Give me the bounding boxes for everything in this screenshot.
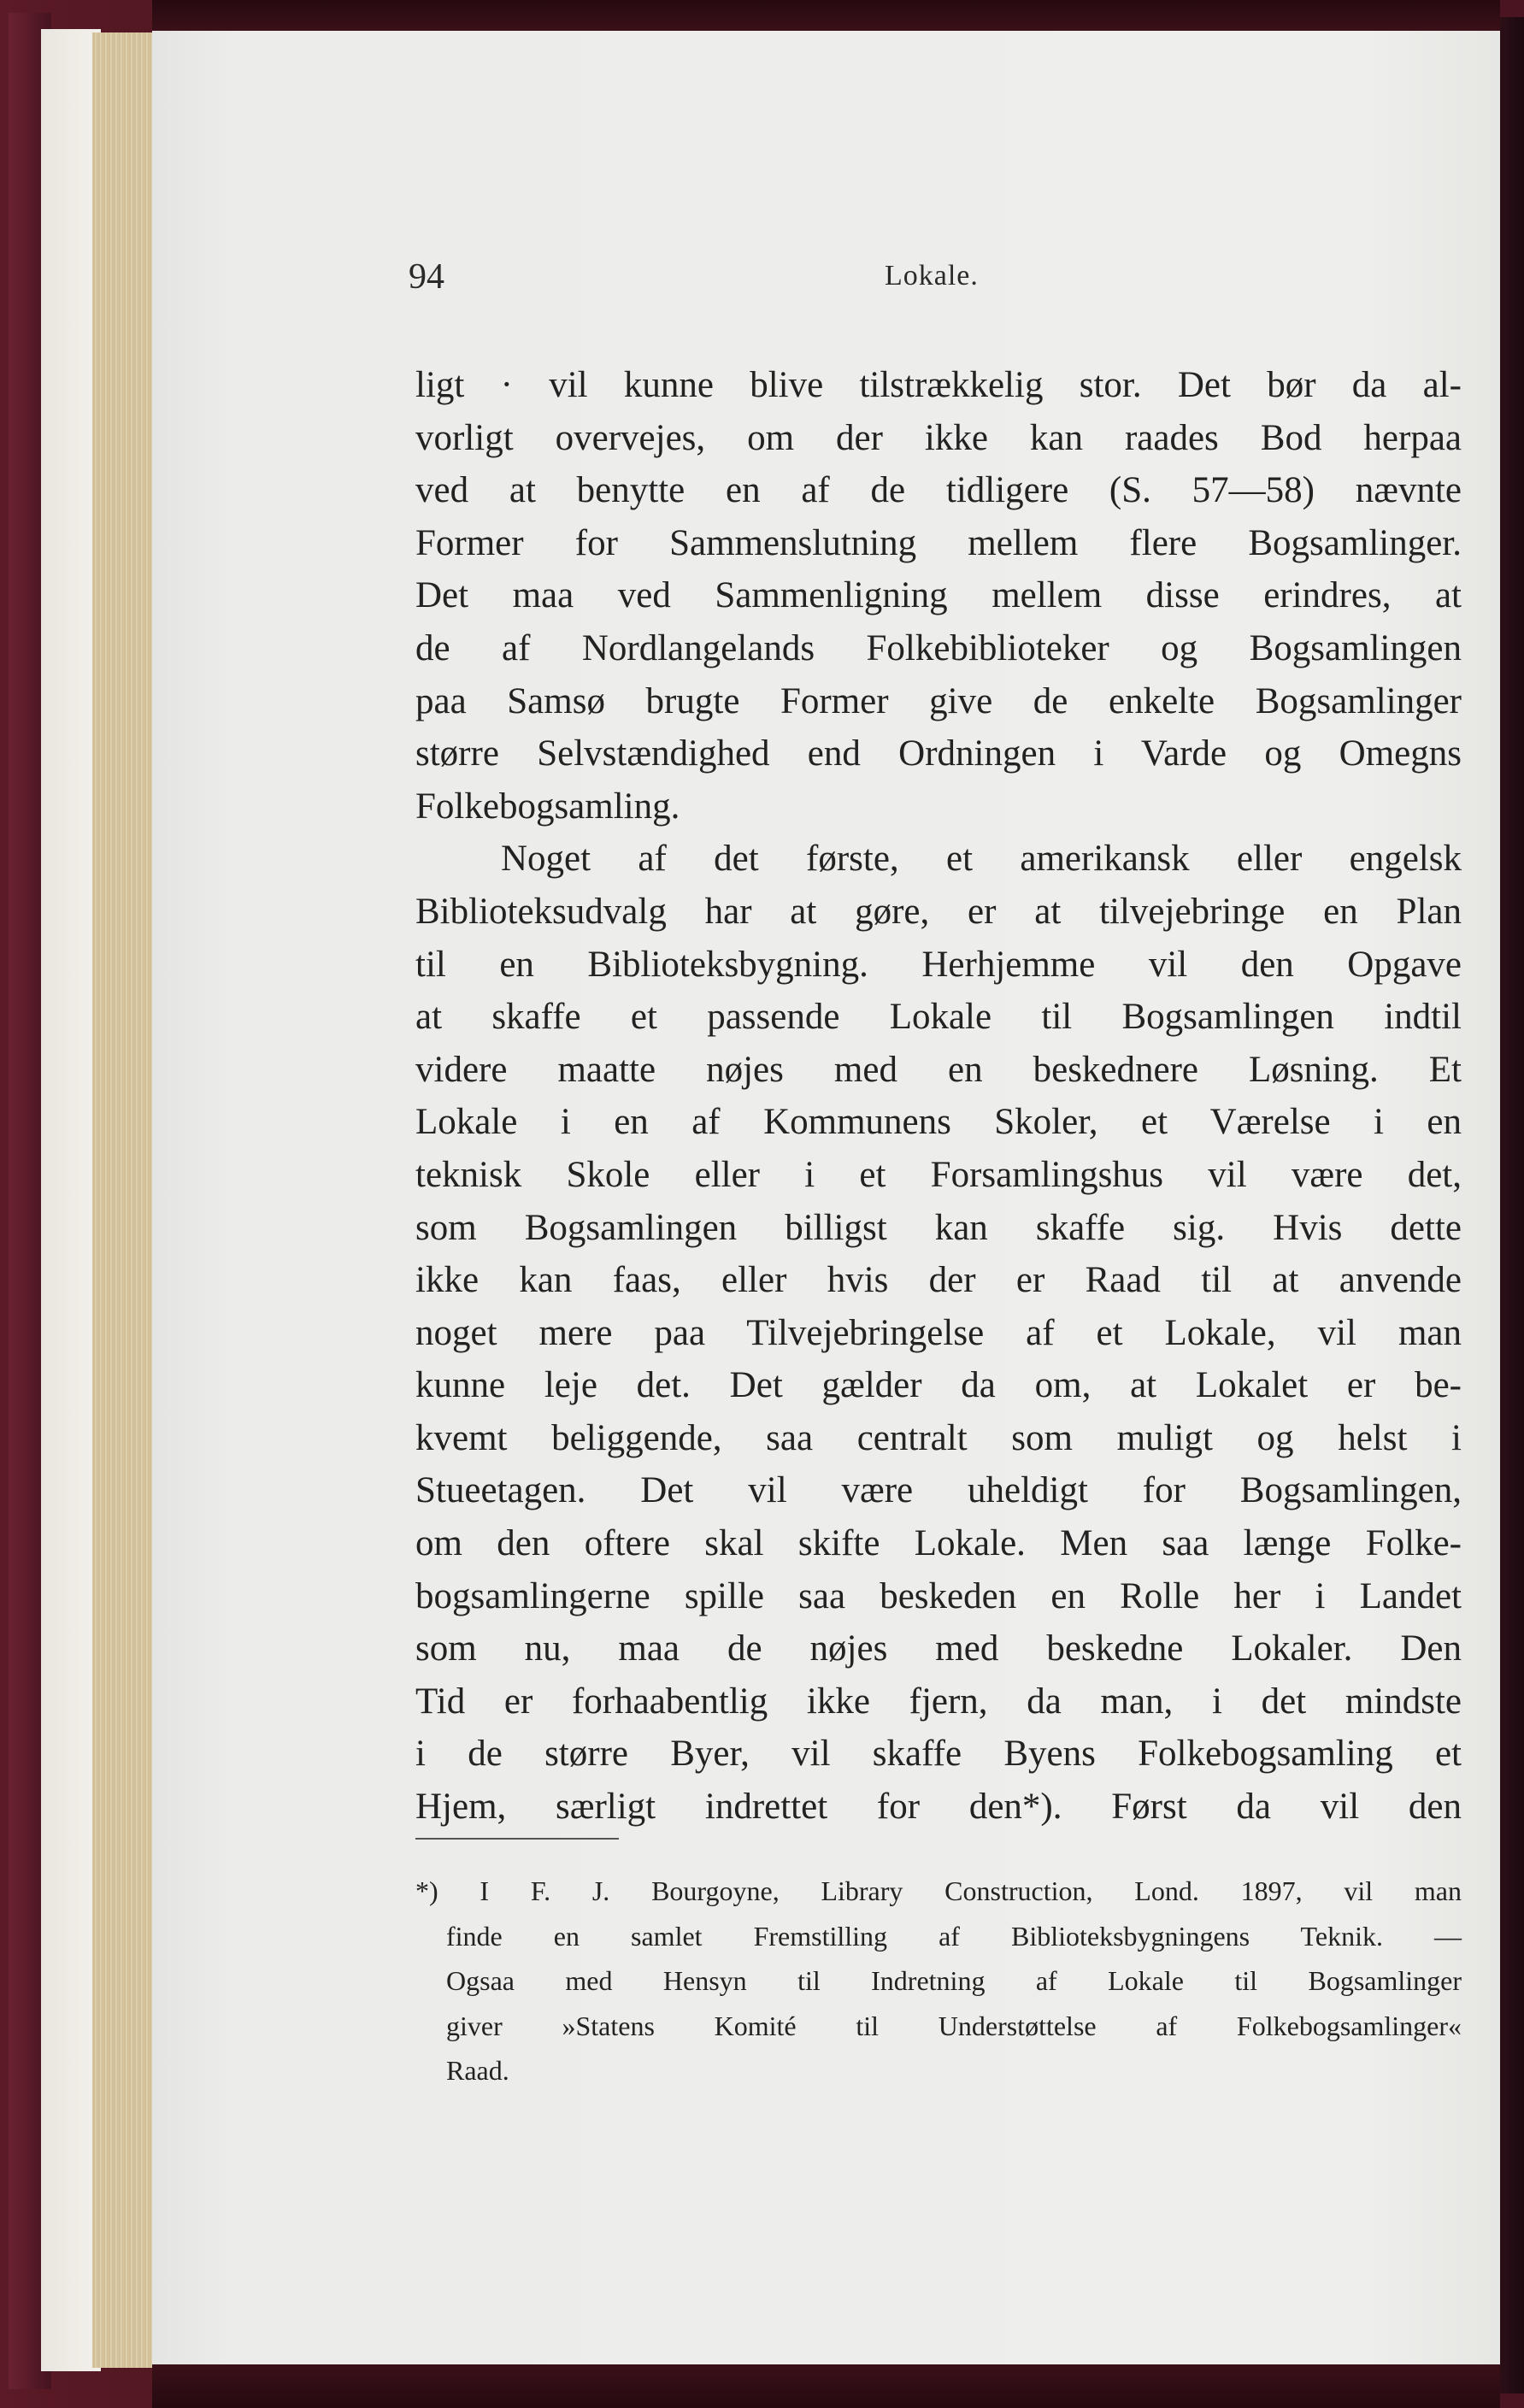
text-line: kunne leje det. Det gælder da om, at Lokalet er be- [415,1365,1462,1406]
cover-top-edge [152,0,1500,31]
footnote-line: finde en samlet Fremstilling af Biblioteksbygningens Teknik. — [446,1920,1462,1952]
text-line: i de større Byer, vil skaffe Byens Folkebogsamling et [415,1734,1462,1775]
text-line: Lokale i en af Kommunens Skoler, et Værelse i en [415,1102,1462,1143]
footnote-rule [415,1838,619,1840]
page-header [409,256,1460,308]
text-line: de af Nordlangelands Folkebiblioteker og Bogsamlingen [415,627,1462,668]
footnote-line: Raad. [446,2055,509,2086]
text-line: ligt · vil kunne blive tilstrækkelig stor. Det bør da al- [415,365,1462,405]
cover-bottom-edge [152,2364,1500,2408]
cover-right-edge [1500,17,1524,2393]
footnote-line: Ogsaa med Hensyn til Indretning af Lokale til Bogsamlinger [446,1965,1462,1996]
text-line: Biblioteksudvalg har at gøre, er at tilvejebringe en Plan [415,891,1462,932]
page-stack [92,32,154,2368]
text-line: ikke kan faas, eller hvis der er Raad til at anvende [415,1260,1462,1301]
footnotes [415,1869,1462,2093]
text-line: ved at benytte en af de tidligere (S. 57—58) nævnte [415,470,1462,511]
text-line: Hjem, særligt indrettet for den*). Først da vil den [415,1787,1462,1828]
text-line: som nu, maa de nøjes med beskedne Lokaler. Den [415,1628,1462,1669]
text-line: videre maatte nøjes med en beskednere Løsning. Et [415,1049,1462,1090]
text-line: bogsamlingerne spille saa beskeden en Rolle her i Landet [415,1575,1462,1616]
text-line: Folkebogsamling. [415,786,680,827]
text-line: vorligt overvejes, om der ikke kan raades Bod herpaa [415,417,1462,458]
text-line: som Bogsamlingen billigst kan skaffe sig. Hvis dette [415,1207,1462,1248]
text-line: at skaffe et passende Lokale til Bogsamlingen indtil [415,997,1462,1038]
text-line: om den oftere skal skifte Lokale. Men saa længe Folke- [415,1523,1462,1564]
text-line: Tid er forhaabentlig ikke fjern, da man, i det mindste [415,1681,1462,1722]
text-line: kvemt beliggende, saa centralt som muligt og helst i [415,1417,1462,1458]
text-line: noget mere paa Tilvejebringelse af et Lokale, vil man [415,1312,1462,1353]
text-line: større Selvstændighed end Ordningen i Varde og Omegns [415,733,1462,774]
text-line: Det maa ved Sammenligning mellem disse erindres, at [415,575,1462,616]
text-line: Stueetagen. Det vil være uheldigt for Bogsamlingen, [415,1470,1462,1511]
text-line: paa Samsø brugte Former give de enkelte Bogsamlinger [415,680,1462,721]
body-text [415,359,1462,1834]
running-title: Lokale. [885,260,979,291]
text-line: Noget af det første, et amerikansk eller engelsk [501,839,1462,880]
text-line: teknisk Skole eller i et Forsamlingshus vil være det, [415,1154,1462,1195]
footnote-line: giver »Statens Komité til Understøttelse af Folkebogsamlinger« [446,2010,1462,2041]
page-number: 94 [409,257,444,297]
footnote-line: *) I F. J. Bourgoyne, Library Construction, Lond. 1897, vil man [415,1875,1462,1906]
text-line: Former for Sammenslutning mellem flere Bogsamlinger. [415,522,1462,563]
text-line: til en Biblioteksbygning. Herhjemme vil den Opgave [415,944,1462,985]
